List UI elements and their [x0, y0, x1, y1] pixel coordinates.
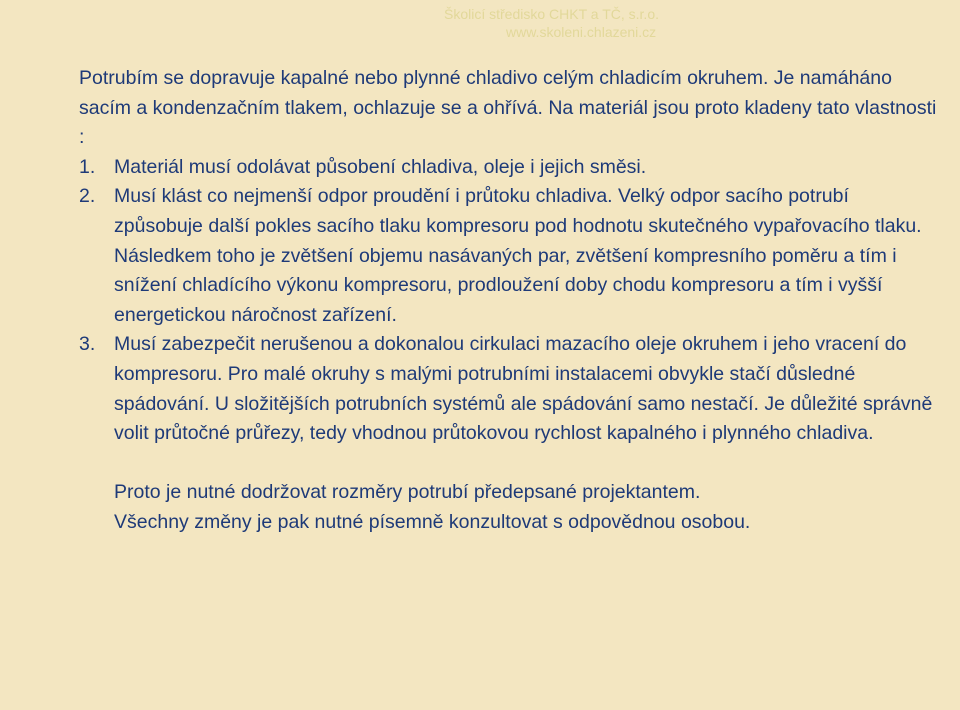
slide-body: [79, 64, 939, 538]
list-item-number: 1.: [79, 155, 96, 178]
outro-line: Proto je nutné dodržovat rozměry potrubí předepsané projektantem.: [114, 481, 701, 504]
list-item: [79, 153, 939, 183]
list-item-text: Musí klást co nejmenší odpor proudění i průtoku chladiva. Velký odpor sacího potrubí způsobuje další pokles sacího tlaku kompresoru pod hodnotu skutečného vypařovacího tlaku. Následkem toho je zvětšení objemu nasávaných par, zvětšení kompresního poměru a tím i snížení chladícího výkonu kompresoru, prodloužení doby chodu kompresoru a tím i vyšší energetickou náročnost zařízení.: [114, 185, 922, 326]
list-item-text: Musí zabezpečit nerušenou a dokonalou cirkulaci mazacího oleje okruhem i jeho vracení do kompresoru. Pro malé okruhy s malými potrubními instalacemi obvykle stačí důsledné spádování. U složitějších potrubních systémů ale spádování samo nestačí. Je důležité správně volit průtočné průřezy, tedy vhodnou průtokovou rychlost kapalného i plynného chladiva.: [114, 333, 933, 445]
intro-paragraph: Potrubím se dopravuje kapalné nebo plynné chladivo celým chladicím okruhem. Je namáháno sacím a kondenzačním tlakem, ochlazuje se a ohřívá. Na materiál jsou proto kladeny tato vlastnosti :: [79, 67, 937, 149]
company-website: www.skoleni.chlazeni.cz: [506, 24, 657, 40]
list-item: [79, 182, 939, 330]
list-item-text: Materiál musí odolávat působení chladiva, oleje i jejich směsi.: [114, 155, 647, 178]
outro-line: Všechny změny je pak nutné písemně konzultovat s odpovědnou osobou.: [114, 510, 751, 533]
spacer: [79, 449, 939, 479]
list-item: [79, 330, 939, 448]
list-item-number: 3.: [79, 333, 96, 356]
list-item-number: 2.: [79, 185, 96, 208]
company-name: Školicí středisko CHKT a TČ, s.r.o.: [444, 6, 659, 22]
